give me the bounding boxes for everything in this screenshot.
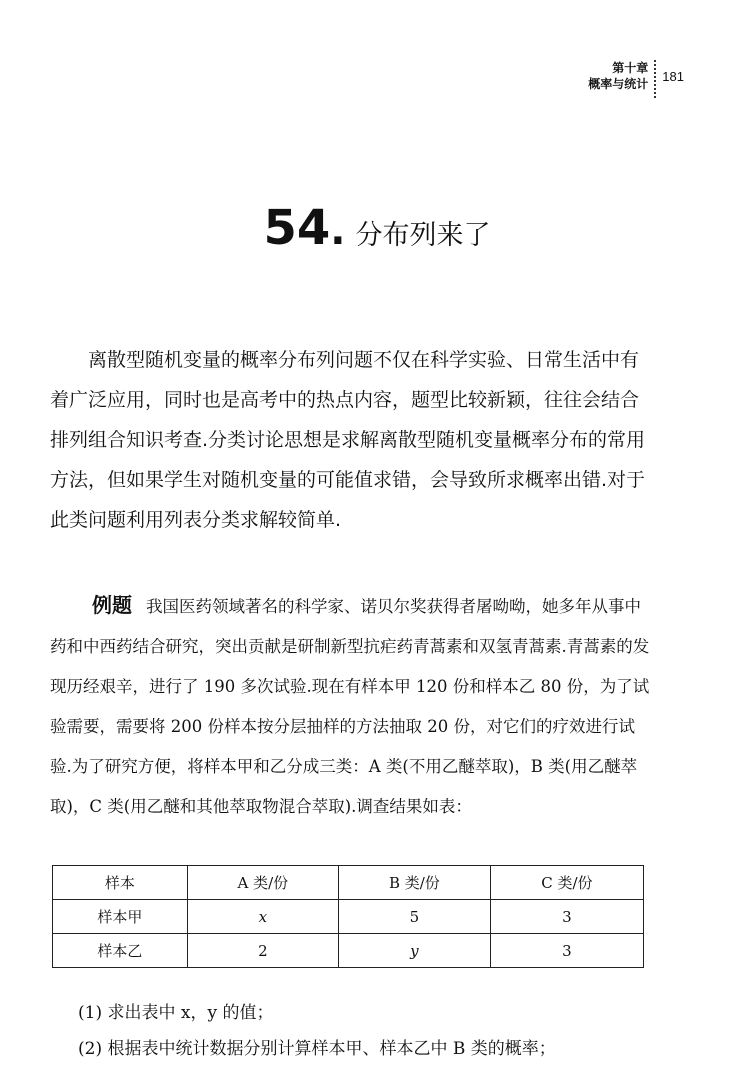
table-cell: x bbox=[187, 900, 338, 934]
dotted-divider bbox=[654, 60, 656, 98]
intro-text: 离散型随机变量的概率分布列问题不仅在科学实验、日常生活中有着广泛应用，同时也是高考中的热点内容，题型比较新颖，往往会结合排列组合知识考查.分类讨论思想是求解离散型随机变量概率分布的常用方法，但如果学生对随机变量的可能值求错，会导致所求概率出错.对于此类问题利用列表分类求解较简单. bbox=[50, 349, 646, 531]
table-cell: 5 bbox=[338, 900, 490, 934]
chapter-number: 第十章 bbox=[612, 61, 649, 75]
question-item: (1) 求出表中 x，y 的值； bbox=[78, 1003, 274, 1023]
section-number: 54 bbox=[263, 200, 331, 256]
page-number: 181 bbox=[662, 69, 684, 84]
table-header-cell: A 类/份 bbox=[187, 866, 338, 900]
results-table bbox=[52, 865, 644, 968]
section-name: 分布列来了 bbox=[355, 220, 491, 251]
table-cell: y bbox=[338, 934, 490, 968]
table-cell: 样本甲 bbox=[53, 900, 188, 934]
chapter-heading bbox=[588, 60, 648, 92]
table-cell: 样本乙 bbox=[53, 934, 188, 968]
intro-paragraph bbox=[50, 340, 650, 540]
table-header-cell: B 类/份 bbox=[338, 866, 490, 900]
table-cell: 2 bbox=[187, 934, 338, 968]
table-header-cell: 样本 bbox=[53, 866, 188, 900]
table-row bbox=[53, 900, 644, 934]
table-cell: 3 bbox=[490, 934, 643, 968]
chapter-subject: 概率与统计 bbox=[588, 77, 649, 91]
example-paragraph bbox=[50, 585, 650, 827]
example-text: 我国医药领域著名的科学家、诺贝尔奖获得者屠呦呦，她多年从事中药和中西药结合研究，突出贡献是研制新型抗疟药青蒿素和双氢青蒿素.青蒿素的发现历经艰辛，进行了 190 多次试验.现在有样本甲 120 份和样本乙 80 份，为了试验需要，需要将 200 份样本按分层抽样的方法抽取 20 份，对它们的疗效进行试验.为了研究方便，将样本甲和乙分成三类：A 类(不用乙醚萃取)，B 类(用乙醚萃取)，C 类(用乙醚和其他萃取物混合萃取).调查结果如表： bbox=[50, 597, 650, 816]
section-title bbox=[0, 200, 754, 256]
table-cell: 3 bbox=[490, 900, 643, 934]
section-number-dot: . bbox=[330, 208, 346, 254]
table-header-row bbox=[53, 866, 644, 900]
example-block bbox=[50, 585, 650, 827]
example-label: 例题 bbox=[92, 593, 132, 617]
page-header bbox=[588, 60, 684, 98]
question-item: (2) 根据表中统计数据分别计算样本甲、样本乙中 B 类的概率； bbox=[78, 1039, 556, 1059]
question-list bbox=[78, 995, 678, 1067]
table-header-cell: C 类/份 bbox=[490, 866, 643, 900]
table-row bbox=[53, 934, 644, 968]
